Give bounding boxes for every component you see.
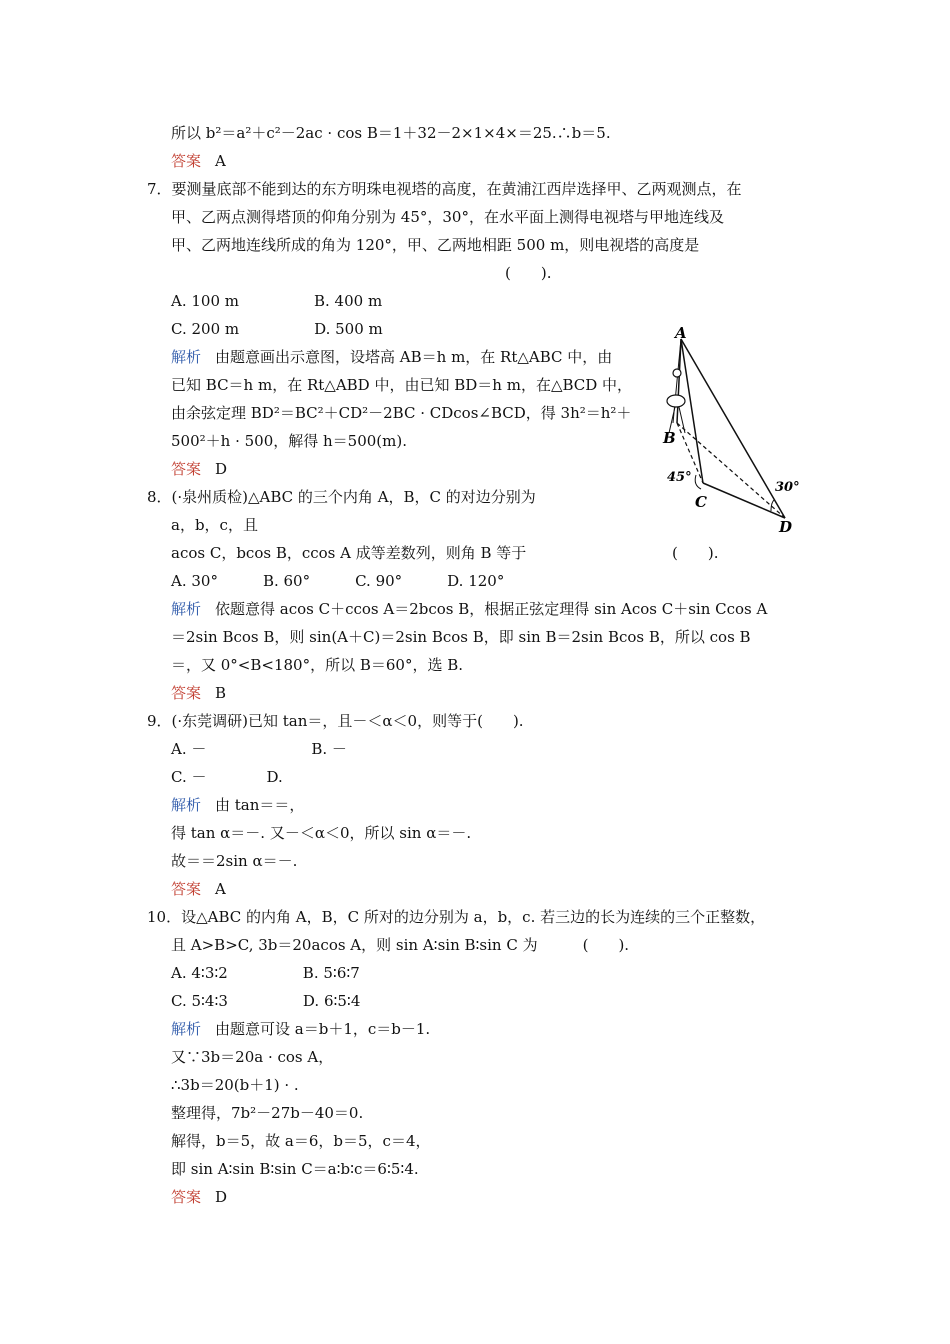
label-angle-d: 30° — [775, 480, 800, 495]
line-text: C. 200 m D. 500 m — [171, 320, 383, 338]
analysis-label: 解析 — [171, 796, 202, 814]
line-text: 得 tan α＝－. 又－＜α＜0，所以 sin α＝－. — [171, 824, 472, 842]
text-line — [171, 514, 258, 536]
text-line — [171, 318, 383, 340]
line-text: 所以 b²＝a²＋c²－2ac · cos B＝1＋32－2×1×4×＝25.∴b＝5. — [171, 124, 611, 142]
arc-angle-d — [771, 500, 774, 511]
text-line — [171, 1102, 363, 1124]
tower-ball-small — [673, 369, 681, 377]
line-text: 9．(·东莞调研)已知 tan＝，且－＜α＜0，则等于( ). — [147, 712, 524, 730]
line-text: acos C，bcos B，ccos A 成等差数列，则角 B 等于 — [171, 544, 527, 562]
line-text: a，b，c，且 — [171, 516, 258, 534]
line-text: 8．(·泉州质检)△ABC 的三个内角 A，B，C 的对边分别为 — [147, 488, 536, 506]
line-text: 依题意得 acos C＋ccos A＝2bcos B，根据正弦定理得 sin Acos C＋sin Ccos A — [215, 600, 768, 618]
line-text: A. 4∶3∶2 B. 5∶6∶7 — [171, 964, 360, 982]
line-text: 由余弦定理 BD²＝BC²＋CD²－2BC · CDcos∠BCD，得 3h²＝h²＋ — [171, 404, 632, 422]
line-text: 甲、乙两地连线所成的角为 120°，甲、乙两地相距 500 m，则电视塔的高度是 — [171, 236, 700, 254]
answer-line — [171, 1186, 227, 1208]
text-line — [672, 542, 718, 564]
text-line — [171, 738, 347, 760]
analysis-line — [171, 598, 767, 620]
line-text: C. 5∶4∶3 D. 6∶5∶4 — [171, 992, 361, 1010]
answer-line — [171, 878, 226, 900]
line-text: 由 tan＝＝， — [215, 796, 305, 814]
label-a: A — [675, 325, 687, 342]
label-c: C — [695, 493, 707, 511]
analysis-label: 解析 — [171, 348, 202, 366]
text-line — [171, 654, 463, 676]
tower-ball-large — [667, 395, 685, 407]
edge-cd — [703, 483, 785, 518]
line-text: 整理得，7b²－27b－40＝0. — [171, 1104, 364, 1122]
text-line — [147, 906, 765, 928]
label-b: B — [663, 429, 676, 447]
line-text: D — [215, 1188, 228, 1206]
line-text: C. － D. — [171, 768, 283, 786]
text-line — [147, 710, 524, 732]
answer-line — [171, 682, 226, 704]
tower-diagram — [655, 325, 815, 540]
line-text: 已知 BC＝h m，在 Rt△ABD 中，由已知 BD＝h m，在△BCD 中， — [171, 376, 633, 394]
analysis-label: 解析 — [171, 600, 202, 618]
line-text: ＝，又 0°<B<180°，所以 B＝60°，选 B. — [171, 656, 464, 674]
label-angle-c: 45° — [667, 470, 692, 485]
text-line — [171, 402, 631, 424]
answer-line — [171, 150, 226, 172]
text-line — [171, 850, 297, 872]
text-line — [171, 542, 526, 564]
text-line — [171, 290, 382, 312]
line-text: A. 100 m B. 400 m — [171, 292, 383, 310]
line-text: 且 A>B>C, 3b＝20acos A，则 sin A∶sin B∶sin C 为 ( ). — [171, 936, 630, 954]
line-text: A. － B. － — [171, 740, 347, 758]
analysis-line — [171, 1018, 430, 1040]
answer-label: 答案 — [171, 1188, 202, 1206]
line-text: ( ). — [672, 544, 719, 562]
line-text: ＝2sin Bcos B，则 sin(A＋C)＝2sin Bcos B，即 sin B＝2sin Bcos B，所以 cos B — [171, 628, 751, 646]
analysis-line — [171, 794, 304, 816]
line-text: 即 sin A∶sin B∶sin C＝a∶b∶c＝6∶5∶4. — [171, 1160, 419, 1178]
answer-label: 答案 — [171, 460, 202, 478]
text-line — [147, 486, 536, 508]
line-text: 7．要测量底部不能到达的东方明珠电视塔的高度，在黄浦江西岸选择甲、乙两观测点，在 — [147, 180, 742, 198]
edge-bd — [677, 423, 785, 518]
line-text: 10．设△ABC 的内角 A，B，C 所对的边分别为 a，b，c. 若三边的长为连续的三个正整数， — [147, 908, 766, 926]
line-text: ( ). — [505, 264, 552, 282]
text-line — [171, 206, 724, 228]
text-line — [171, 626, 751, 648]
text-line — [171, 934, 629, 956]
text-line — [505, 262, 551, 284]
analysis-line — [171, 346, 612, 368]
line-text: 由题意可设 a＝b＋1，c＝b－1. — [215, 1020, 431, 1038]
edge-ad — [681, 339, 785, 518]
text-line — [171, 1074, 299, 1096]
answer-line — [171, 458, 227, 480]
text-line — [171, 766, 283, 788]
text-line — [147, 178, 742, 200]
line-text: A. 30° B. 60° C. 90° D. 120° — [171, 572, 505, 590]
text-line — [171, 822, 471, 844]
text-line — [171, 1046, 333, 1068]
text-line — [171, 1158, 419, 1180]
line-text: D — [215, 460, 228, 478]
answer-label: 答案 — [171, 880, 202, 898]
text-line — [171, 962, 360, 984]
text-line — [171, 234, 699, 256]
text-line — [171, 430, 407, 452]
text-line — [171, 374, 632, 396]
text-line — [171, 570, 504, 592]
text-line — [171, 1130, 431, 1152]
line-text: 解得，b＝5，故 a＝6，b＝5，c＝4， — [171, 1132, 431, 1150]
line-text: ∴3b＝20(b＋1) · . — [171, 1076, 299, 1094]
text-line — [171, 122, 611, 144]
analysis-label: 解析 — [171, 1020, 202, 1038]
line-text: A — [215, 152, 226, 170]
label-d: D — [779, 518, 793, 536]
line-text: A — [215, 880, 226, 898]
line-text: 500²＋h · 500，解得 h＝500(m). — [171, 432, 407, 450]
line-text: 故＝＝2sin α＝－. — [171, 852, 298, 870]
edge-ac — [681, 339, 703, 483]
line-text: B — [215, 684, 227, 702]
answer-label: 答案 — [171, 152, 202, 170]
line-text: 甲、乙两点测得塔顶的仰角分别为 45°，30°，在水平面上测得电视塔与甲地连线及 — [171, 208, 724, 226]
edge-ab — [677, 339, 681, 423]
text-line — [171, 990, 360, 1012]
line-text: 由题意画出示意图，设塔高 AB＝h m，在 Rt△ABC 中，由 — [215, 348, 613, 366]
line-text: 又∵3b＝20a · cos A， — [171, 1048, 334, 1066]
answer-label: 答案 — [171, 684, 202, 702]
